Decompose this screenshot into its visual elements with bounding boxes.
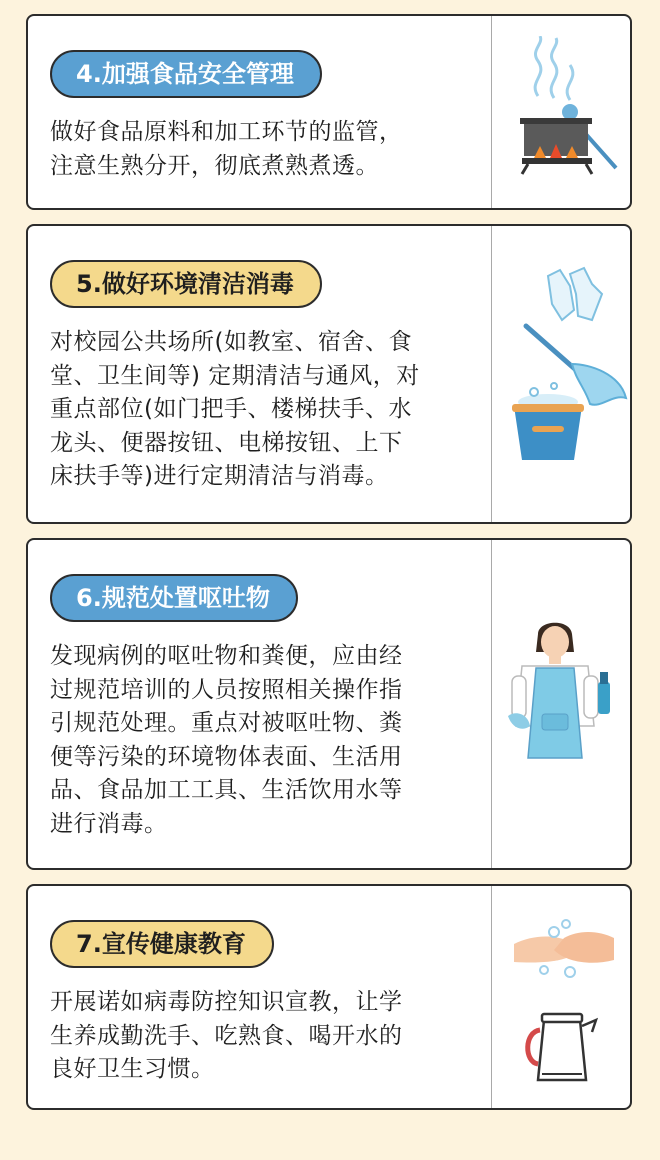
- body-line: 床扶手等)进行定期清洁与消毒。: [50, 463, 389, 489]
- illustration-panel: [494, 226, 632, 522]
- divider: [491, 226, 492, 522]
- card-title-pill: 5.做好环境清洁消毒: [50, 260, 322, 308]
- card-food-safety: [26, 14, 632, 210]
- body-line: 进行消毒。: [50, 810, 168, 837]
- card-environment-cleaning: [26, 224, 632, 524]
- body-line: 对校园公共场所(如教室、宿舍、食: [50, 329, 412, 355]
- divider: [491, 540, 492, 868]
- card-body: [50, 326, 475, 494]
- illustration-panel: [494, 540, 632, 868]
- body-line: 注意生熟分开，彻底煮熟煮透。: [50, 152, 379, 179]
- body-line: 过规范培训的人员按照相关操作指: [50, 676, 403, 703]
- body-line: 做好食品原料和加工环节的监管，: [50, 119, 403, 145]
- card-title-pill: 4.加强食品安全管理: [50, 50, 322, 98]
- divider: [491, 16, 492, 208]
- illustration-panel: [494, 886, 632, 1108]
- cooking-pot-icon: [498, 36, 628, 196]
- body-line: 发现病例的呕吐物和粪便，应由经: [50, 643, 403, 669]
- body-line: 便等污染的环境物体表面、生活用: [50, 743, 403, 770]
- card-body: [50, 116, 475, 183]
- kettle-icon: [522, 1004, 602, 1084]
- body-line: 良好卫生习惯。: [50, 1056, 215, 1082]
- card-health-education: [26, 884, 632, 1110]
- gloves-icon: [540, 266, 610, 326]
- body-line: 引规范处理。重点对被呕吐物、粪: [50, 710, 403, 736]
- cleaning-worker-icon: [508, 616, 618, 766]
- card-body: [50, 986, 475, 1087]
- body-line: 重点部位(如门把手、楼梯扶手、水: [50, 396, 412, 422]
- body-line: 生养成勤洗手、吃熟食、喝开水的: [50, 1022, 403, 1049]
- body-line: 品、食品加工工具、生活饮用水等: [50, 777, 403, 803]
- body-line: 开展诺如病毒防控知识宣教，让学: [50, 989, 403, 1015]
- hand-washing-icon: [510, 914, 620, 984]
- card-body: [50, 640, 475, 841]
- card-vomit-handling: [26, 538, 632, 870]
- body-line: 堂、卫生间等) 定期清洁与通风，对: [50, 362, 420, 389]
- body-line: 龙头、便器按钮、电梯按钮、上下: [50, 429, 403, 456]
- card-title-pill: 6.规范处置呕吐物: [50, 574, 298, 622]
- divider: [491, 886, 492, 1108]
- bucket-icon: [504, 378, 594, 468]
- card-title-pill: 7.宣传健康教育: [50, 920, 274, 968]
- illustration-panel: [494, 16, 632, 208]
